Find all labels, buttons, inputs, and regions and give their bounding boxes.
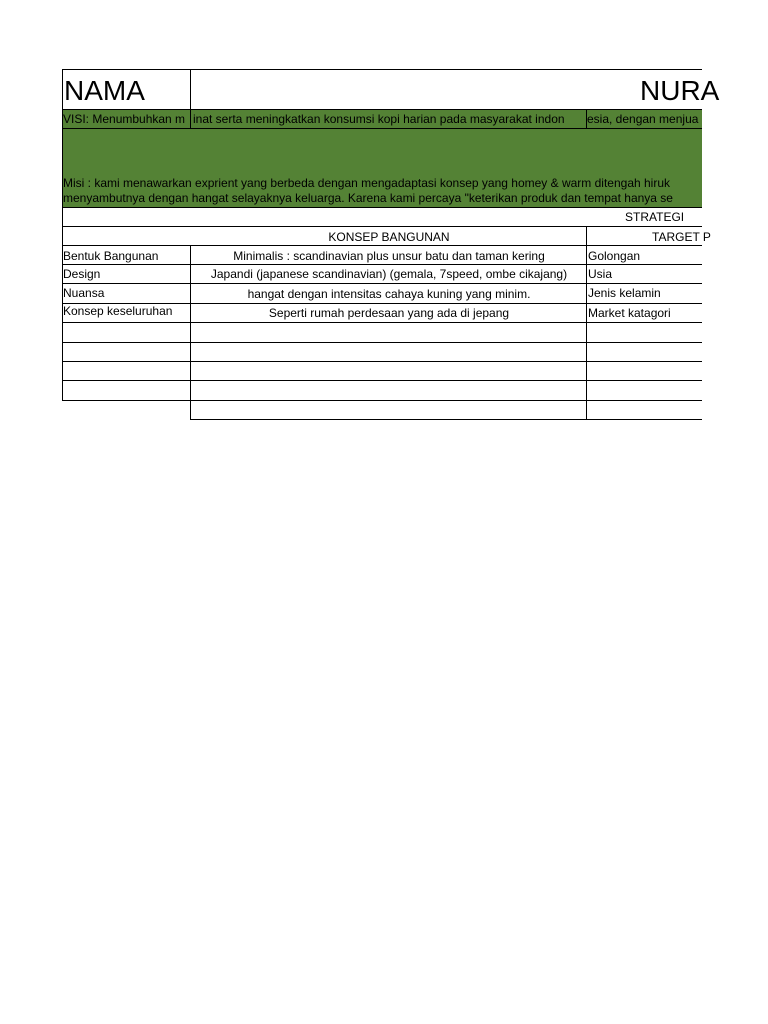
grid-line-v: [190, 69, 191, 129]
row-value-bentuk-bangunan[interactable]: Minimalis : scandinavian plus unsur batu dan taman kering: [233, 249, 545, 263]
row-target-market-katagori[interactable]: Market katagori: [588, 306, 671, 320]
row-value-nuansa[interactable]: hangat dengan intensitas cahaya kuning yang minim.: [247, 287, 531, 301]
grid-line-v: [190, 245, 191, 420]
konsep-header-cell[interactable]: KONSEP BANGUNAN: [328, 230, 450, 244]
row-target-jenis-kelamin[interactable]: Jenis kelamin: [588, 286, 661, 300]
grid-line-h: [62, 207, 702, 208]
grid-line-h: [62, 342, 702, 343]
row-value-design[interactable]: Japandi (japanese scandinavian) (gemala, 7speed, ombe cikajang): [210, 267, 568, 281]
row-label-bentuk-bangunan[interactable]: Bentuk Bangunan: [63, 249, 159, 263]
row-label-konsep-keseluruhan[interactable]: Konsep keseluruhan: [63, 304, 173, 318]
misi-line-1[interactable]: Misi : kami menawarkan exprient yang berbeda dengan mengadaptasi konsep yang homey & warm ditengah hiruk: [63, 176, 671, 190]
grid-line-h: [62, 361, 702, 362]
grid-line-h: [62, 322, 702, 323]
grid-line-h: [62, 245, 702, 246]
grid-line-h: [62, 69, 702, 70]
grid-line-h: [62, 264, 702, 265]
row-label-nuansa[interactable]: Nuansa: [63, 286, 105, 300]
grid-line-h: [62, 226, 702, 227]
grid-line-h: [190, 419, 702, 420]
grid-line-h: [62, 380, 702, 381]
grid-line-h: [62, 109, 702, 110]
grid-line-h: [62, 303, 702, 304]
visi-cell-mid[interactable]: inat serta meningkatkan konsumsi kopi harian pada masyarakat indon: [193, 112, 565, 126]
row-target-golongan[interactable]: Golongan: [588, 249, 641, 263]
misi-line-2[interactable]: menyambutnya dengan hangat selayaknya keluarga. Karena kami percaya "keterikan produk dan tempat hanya se: [63, 191, 673, 205]
row-label-design[interactable]: Design: [63, 267, 101, 281]
grid-line-v: [62, 69, 63, 401]
visi-cell-right[interactable]: esia, dengan menjua: [587, 112, 699, 126]
nama-value-cell[interactable]: NURA: [640, 75, 720, 106]
grid-line-v: [586, 226, 587, 420]
visi-cell-left[interactable]: VISI: Menumbuhkan m: [63, 112, 186, 126]
nama-label-cell[interactable]: NAMA: [64, 75, 145, 106]
grid-line-h: [62, 283, 702, 284]
row-target-usia[interactable]: Usia: [588, 267, 613, 281]
grid-line-h: [62, 400, 702, 401]
row-value-konsep-keseluruhan[interactable]: Seperti rumah perdesaan yang ada di jepang: [268, 306, 510, 320]
strategi-cell[interactable]: STRATEGI: [625, 210, 685, 224]
target-header-cell[interactable]: TARGET P: [652, 230, 711, 244]
spreadsheet-sheet: [62, 69, 720, 421]
grid-line-v: [586, 109, 587, 129]
grid-line-h: [62, 128, 702, 129]
